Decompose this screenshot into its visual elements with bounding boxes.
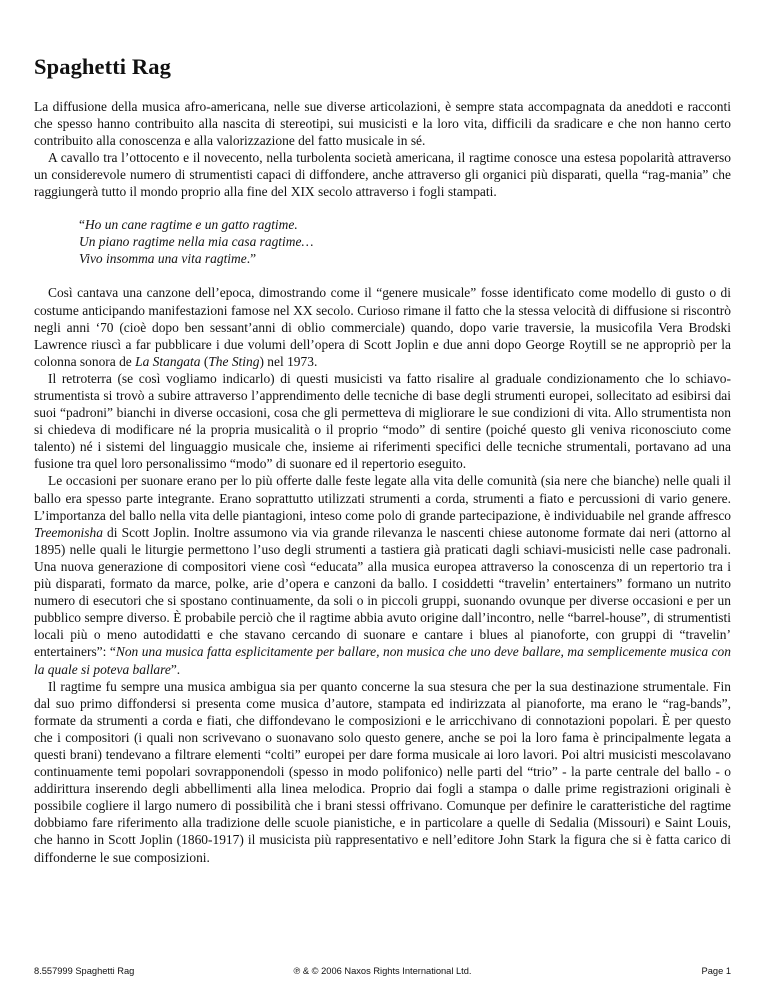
paragraph-6: Il ragtime fu sempre una musica ambigua sia per quanto concerne la sua stesura che per la sua destinazione strumentale. Fin dal suo primo diffondersi si presenta come musica d’autore, stampata ed indirizzata al pianoforte, ma erano le “rag-bands”, formate da strumenti a corda e fiati, che diffondevano le composizioni e le arricchivano di connotazioni popolari. È per questo che i compositori (i quali non scrivevano o suonavano solo questo genere, anche se poi la loro fama è principalmente legata a questi brani) tendevano a filtrare elementi “colti” europei per dare forma musicale ai loro lavori. Poi altri musicisti mescolavano continuamente temi popolari sovrapponendoli (spesso in modo polifonico) nelle parti del “trio” - la parte centrale del ballo - o addirittura inserendo degli abbellimenti alla linea melodica. Proprio dai fogli a stampa o dalle prime registrazioni originali è possibile cogliere il largo numero di possibilità che i brani stessi offrivano. Comunque per definire le caratteristiche del ragtime dobbiamo fare riferimento alla tradizione delle scuole pianistiche, e in particolare a quelle di Sedalia (Missouri) e Saint Louis, che hanno in Scott Joplin (1860-1917) il musicista più rappresentativo e nell’editore John Stark la figura che si è fatta carico di diffonderne le sue composizioni. bbox=[34, 678, 731, 865]
paragraph-5-text-a: Le occasioni per suonare erano per lo più offerte dalle feste legate alla vita delle comunità (sia nere che bianche) nelle quali il ballo era spesso parte integrante. Erano soprattutto utilizzati strumenti a corda, strumenti a fiato e percussioni di vario genere. L’importanza del ballo nella vita delle piantagioni, inteso come polo di grande partecipazione, è individuabile nel grande affresco bbox=[34, 473, 731, 523]
paragraph-5-text-b: di Scott Joplin. Inoltre assumono via via grande rilevanza le nascenti chiese autonome formate dai neri (attorno al 1895) nelle quali le liturgie permettono l’uso degli strumenti a tastiera già praticati dagli schiavi-musicisti nelle case padronali. Una nuova generazione di compositori viene così “educata” alla musica europea attraverso la conoscenza di un repertorio tra i più disparati, formato da marce, polke, arie d’opera e canzoni da ballo. I cosiddetti “travelin’ entertainers” formano un nutrito numero di esecutori che si spostano continuamente, da soli o in piccoli gruppi, suonando ovunque per diverse occasioni e per un pubblico sempre diverso. È probabile perciò che il ragtime abbia avuto origine dall’incontro, nelle “barrel-house”, di strumentisti locali più o meno autodidatti e che stavano cercando di suonare e cantare i blues al pianoforte, con gruppi di “travelin’ entertainers”: “ bbox=[34, 524, 731, 660]
quote-line-3 bbox=[79, 250, 731, 267]
quote-line-1 bbox=[79, 216, 731, 233]
page-title: Spaghetti Rag bbox=[34, 54, 171, 79]
page-footer bbox=[34, 966, 731, 982]
paragraph-2: A cavallo tra l’ottocento e il novecento, nella turbolenta società americana, il ragtime conosce una estesa popolarità attraverso un considerevole numero di strumentisti capaci di diffondere, anche attraverso gli organici più disparati, quella “rag-mania” che raggiungerà tutto il mondo proprio alla fine del XIX secolo attraverso i fogli stampati. bbox=[34, 150, 731, 200]
footer-copyright: ℗ & © 2006 Naxos Rights International Ltd. bbox=[293, 966, 472, 976]
paragraph-3-text-c: ) nel 1973. bbox=[259, 353, 318, 369]
paragraph-3-text-b: ( bbox=[200, 353, 209, 369]
footer-page-number: Page 1 bbox=[701, 966, 731, 976]
quote-line-3-text: Vivo insomma una vita ragtime bbox=[79, 251, 247, 267]
paragraph-5-text-c: ”. bbox=[170, 661, 181, 677]
quote-line-1-text: Ho un cane ragtime e un gatto ragtime. bbox=[84, 216, 298, 232]
paragraph-3-text-a: Così cantava una canzone dell’epoca, dimostrando come il “genere musicale” fosse identificato come modello di gusto o di costume anticipando manifestazioni famose nel XX secolo. Curioso rimane il fatto che la stessa velocità di diffusione si riscontrò negli anni ‘70 (cioè dopo ben sessant’anni di oblio commerciale) quando, dopo varie traversie, la musicofila Vera Brodski Lawrence riuscì a far pubblicare i due volumi dell’opera di Scott Joplin e due anni dopo George Roytill se ne appropriò per la colonna sonora de bbox=[34, 285, 731, 369]
paragraph-1: La diffusione della musica afro-americana, nelle sue diverse articolazioni, è sempre stata accompagnata da aneddoti e racconti che spesso hanno contribuito alla nascita di stereotipi, sui musicisti e la loro vita, difficili da sradicare e che non hanno certo contribuito alla conoscenza e alla valorizzazione del fatto musicale in sé. bbox=[34, 99, 731, 149]
quote-open-mark: “ bbox=[79, 216, 85, 232]
paragraph-3 bbox=[34, 284, 731, 369]
paragraph-5 bbox=[34, 472, 731, 677]
quote-close-mark: .” bbox=[246, 251, 257, 267]
song-quote bbox=[79, 216, 731, 268]
film-title-italian: La Stangata bbox=[135, 353, 201, 369]
opera-title: Treemonisha bbox=[34, 524, 103, 540]
article-body bbox=[34, 98, 731, 866]
paragraph-4: Il retroterra (se così vogliamo indicarlo) di questi musicisti va fatto risalire al graduale condizionamento che lo schiavo-strumentista si trovò a subire attraverso l’apprendimento delle tecniche di base degli strumenti europei, sollecitato ad esibirsi dai suoi “padroni” bianchi in diverse occasioni, cosa che gli permetteva di migliorare le sue condizioni di vita. Allo strumentista non si chiedeva di modificare né la propria musicalità o il proprio “modo” di sentire (poiché questo gli veniva riconosciuto come talento) né i sistemi del linguaggio musicale che, insieme ai riferimenti specifici delle tecniche strumentali, portavano ad una fusione tra quel loro personalissimo “modo” di suonare ed il repertorio eseguito. bbox=[34, 370, 731, 472]
film-title-english: The Sting bbox=[208, 353, 260, 369]
footer-catalog: 8.557999 Spaghetti Rag bbox=[34, 966, 135, 976]
ballare-quote: Non una musica fatta esplicitamente per ballare, non musica che uno deve ballare, ma semplicemente musica con la quale si poteva ballare bbox=[34, 644, 731, 677]
quote-line-2: Un piano ragtime nella mia casa ragtime… bbox=[79, 233, 314, 249]
